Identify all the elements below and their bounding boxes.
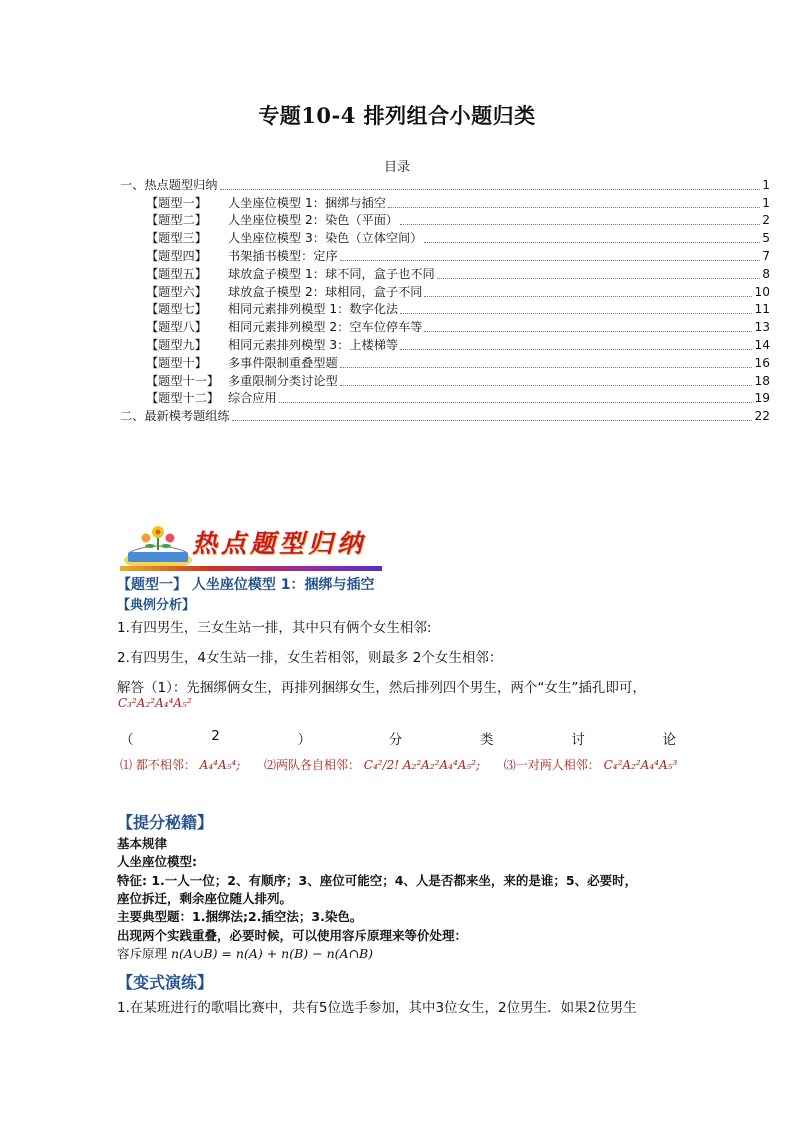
toc-row[interactable] — [120, 318, 770, 336]
tips-line-6: 出现两个实践重叠，必要时候，可以使用容斥原理来等价处理： — [117, 928, 468, 943]
toc-row[interactable] — [120, 407, 770, 425]
case-1-label: ⑴ 都不相邻： — [120, 758, 196, 772]
toc-text: 人坐座位模型 1：捆绑与插空 — [228, 195, 386, 210]
toc-heading: 目录 — [383, 160, 410, 175]
tips-heading: 【提分秘籍】 — [117, 813, 214, 832]
toc-text: 相同元素排列模型 2：空车位停车等 — [228, 320, 423, 335]
toc-leader-dots — [220, 189, 761, 190]
toc-row[interactable] — [120, 229, 770, 247]
classify-token: （ — [120, 732, 134, 748]
toc-row[interactable] — [120, 194, 770, 212]
toc-row[interactable] — [120, 354, 770, 372]
classify-token: 分 — [388, 732, 403, 748]
page-title: 专题10-4 排列组合小题归类 — [258, 103, 536, 128]
toc-text: 相同元素排列模型 1：数字化法 — [228, 302, 399, 317]
toc-page-number: 18 — [754, 373, 770, 388]
question-2: 2.有四男生，4女生站一排，女生若相邻，则最多 2个女生相邻： — [117, 650, 503, 666]
toc-row[interactable] — [120, 336, 770, 354]
question-1: 1.有四男生，三女生站一排，其中只有俩个女生相邻: — [117, 620, 432, 636]
toc-tag: 【题型九】 — [146, 337, 207, 352]
classify-token: 类 — [480, 732, 494, 748]
case-3-label: ⑶一对两人相邻： — [503, 758, 600, 772]
toc-tag: 【题型一】 — [146, 195, 207, 210]
toc-tag: 【题型二】 — [146, 213, 207, 228]
toc-page-number: 8 — [762, 266, 770, 281]
toc-page-number: 1 — [762, 177, 770, 192]
toc-page-number: 7 — [762, 248, 770, 263]
classify-token: ） — [297, 732, 312, 748]
toc-tag: 【题型十二】 — [146, 391, 220, 406]
toc-leader-dots — [400, 349, 752, 350]
toc-leader-dots — [437, 278, 761, 279]
toc-page-number: 10 — [754, 284, 770, 299]
toc-page-number: 2 — [762, 213, 770, 228]
toc-row[interactable] — [120, 247, 770, 265]
toc-text: 相同元素排列模型 3：上楼梯等 — [228, 337, 399, 352]
answer-1-text: 解答（1）：先捆绑俩女生，再排列捆绑女生，然后排列四个男生，两个“女生”插孔即可， — [117, 680, 646, 696]
variant-heading: 【变式演练】 — [117, 973, 214, 992]
variant-question-1: 1.在某班进行的歌唱比赛中，共有5位选手参加，其中3位女生，2位男生．如果2位男生 — [117, 1000, 637, 1016]
gradient-divider — [120, 566, 382, 571]
toc-row[interactable] — [120, 176, 770, 194]
toc-leader-dots — [340, 367, 753, 368]
toc-leader-dots — [400, 313, 752, 314]
toc-tag: 【题型八】 — [146, 320, 207, 335]
toc-leader-dots — [400, 224, 760, 225]
toc-tag: 【题型五】 — [146, 266, 207, 281]
inclusion-label: 容斥原理 — [117, 946, 168, 961]
toc-page-number: 14 — [754, 337, 770, 352]
toc-row[interactable] — [120, 265, 770, 283]
case-1-formula: A₄⁴A₅⁴; — [199, 758, 241, 772]
toc-text: 人坐座位模型 3：染色（立体空间） — [228, 231, 423, 246]
tips-line-2: 人坐座位模型: — [117, 854, 197, 869]
toc-tag: 【题型十一】 — [146, 373, 220, 388]
example-analysis-heading: 【典例分析】 — [117, 598, 196, 613]
toc-tag: 【题型六】 — [146, 284, 207, 299]
toc-text: 多重限制分类讨论型 — [228, 373, 338, 388]
toc-leader-dots — [424, 296, 752, 297]
toc-text: 书架插书模型：定序 — [228, 248, 338, 263]
classify-token: 讨 — [571, 732, 585, 748]
toc-text: 球放盒子模型 2：球相同，盒子不同 — [228, 284, 423, 299]
classify-token: 2 — [211, 728, 220, 744]
toc-row[interactable] — [120, 372, 770, 390]
tips-line-3: 特征: 1.一人一位；2、有顺序；3、座位可能空；4、人是否都来坐，来的是谁；5、必要时， — [117, 873, 638, 888]
toc-page-number: 22 — [754, 409, 770, 424]
toc-text: 一、热点题型归纳 — [120, 177, 218, 192]
toc-row[interactable] — [120, 283, 770, 301]
toc-text: 二、最新模考题组练 — [120, 409, 230, 424]
toc-row[interactable] — [120, 301, 770, 319]
toc-leader-dots — [388, 207, 760, 208]
toc-page-number: 16 — [754, 355, 770, 370]
toc-tag: 【题型十】 — [146, 355, 207, 370]
tips-line-5: 主要典型题：1.捆绑法;2.插空法；3.染色。 — [117, 909, 363, 924]
toc-tag: 【题型三】 — [146, 231, 207, 246]
toc-text: 多事件限制重叠型题 — [228, 355, 338, 370]
toc-leader-dots — [424, 331, 752, 332]
toc-leader-dots — [340, 260, 761, 261]
toc-page-number: 5 — [762, 231, 770, 246]
type-one-heading: 【题型一】 人坐座位模型 1：捆绑与插空 — [117, 577, 375, 593]
toc-tag: 【题型四】 — [146, 248, 207, 263]
toc-row[interactable] — [120, 390, 770, 408]
case-3-formula: C₄²A₂²A₄⁴A₅³ — [603, 758, 678, 772]
case-2-formula: C₄²/2! A₂²A₂²A₄⁴A₅²; — [363, 758, 481, 772]
toc-leader-dots — [279, 402, 753, 403]
answer-1-formula: C₃²A₂²A₄⁴A₅² — [118, 696, 192, 710]
toc-row[interactable] — [120, 212, 770, 230]
toc-page-number: 13 — [754, 320, 770, 335]
case-2-label: ⑵两队各自相邻： — [263, 758, 360, 772]
banner-title: 热点题型归纳 — [192, 529, 367, 558]
toc-leader-dots — [424, 242, 760, 243]
toc-page-number: 19 — [754, 391, 770, 406]
classify-token: 论 — [662, 732, 676, 748]
toc-text: 球放盒子模型 1：球不同，盒子也不同 — [228, 266, 435, 281]
table-of-contents — [120, 176, 770, 425]
toc-leader-dots — [340, 385, 753, 386]
toc-text: 人坐座位模型 2：染色（平面） — [228, 213, 399, 228]
toc-page-number: 1 — [762, 195, 770, 210]
inclusion-exclusion — [117, 944, 373, 962]
tips-line-1: 基本规律 — [117, 836, 168, 851]
case-list — [120, 756, 677, 773]
toc-text: 综合应用 — [228, 391, 277, 406]
toc-leader-dots — [232, 420, 753, 421]
inclusion-formula: n(A∪B) = n(A) + n(B) − n(A∩B) — [171, 946, 374, 961]
toc-tag: 【题型七】 — [146, 302, 207, 317]
tips-line-4: 座位拆迁，剩余座位随人排列。 — [117, 891, 293, 906]
classification-line — [120, 728, 676, 748]
toc-page-number: 11 — [754, 302, 770, 317]
